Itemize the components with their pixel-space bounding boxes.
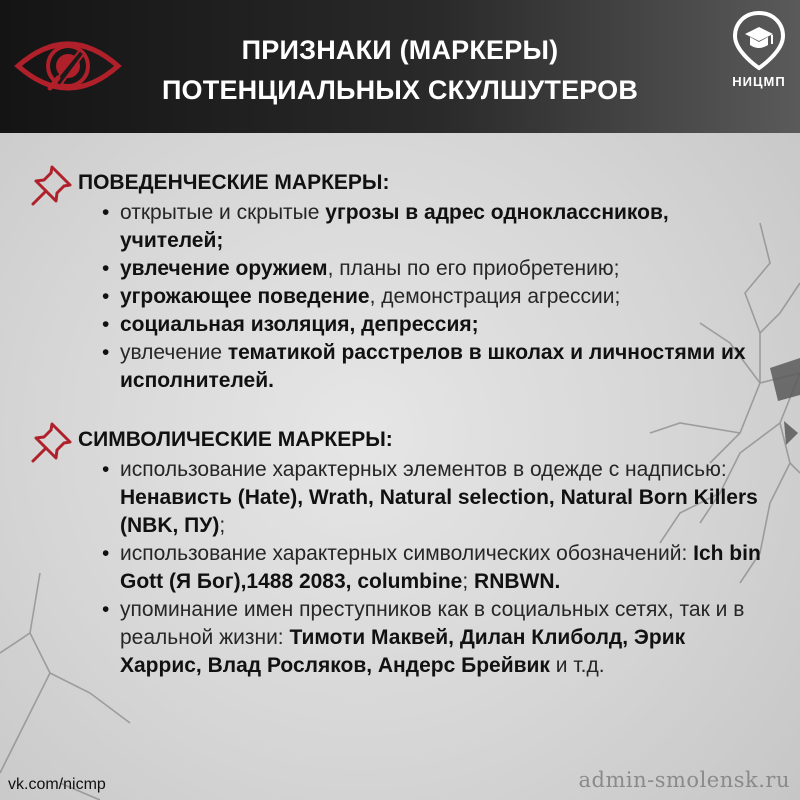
item-text: , демонстрация агрессии; <box>369 285 621 308</box>
item-text: увлечение <box>120 341 228 364</box>
emphasis-text: Ненависть (Hate), Wrath, Natural selection, Natural Born Killers (NBK, ПУ) <box>120 486 758 537</box>
item-text: ; <box>462 570 475 593</box>
list-item <box>102 199 762 255</box>
marker-list <box>102 456 762 680</box>
section-title: ПОВЕДЕНЧЕСКИЕ МАРКЕРЫ: <box>78 171 390 194</box>
item-text: использование характерных элементов в одежде с надписью: <box>120 458 727 481</box>
title-line-2: ПОТЕНЦИАЛЬНЫХ СКУЛШУТЕРОВ <box>161 75 639 105</box>
section-title: СИМВОЛИЧЕСКИЕ МАРКЕРЫ: <box>78 428 393 451</box>
list-item <box>102 339 762 395</box>
header-banner <box>0 0 800 133</box>
marker-list <box>102 199 762 395</box>
list-item <box>102 283 762 311</box>
vk-link[interactable]: vk.com/nicmp <box>8 776 106 793</box>
emphasis-text: RNBWN. <box>474 570 561 593</box>
page-title <box>110 30 690 110</box>
title-line-1: ПРИЗНАКИ (МАРКЕРЫ) <box>241 35 559 65</box>
emphasis-text: угрожающее поведение <box>120 285 370 308</box>
emphasis-text: угрозы в адрес одноклассников, учителей; <box>120 201 669 252</box>
item-text: и т.д. <box>549 654 605 677</box>
item-text: использование характерных символических обозначений: <box>120 542 694 565</box>
source-watermark: admin-smolensk.ru <box>578 768 790 792</box>
emphasis-text: социальная изоляция, депрессия; <box>120 313 479 336</box>
list-item <box>102 596 762 680</box>
item-text: открытые и скрытые <box>120 201 326 224</box>
graduation-cap-pin-icon <box>726 10 792 72</box>
emphasis-text: Тимоти Маквей, Дилан Клиболд, Эрик Харрис, Влад Росляков, Андерс Брейвик <box>120 626 686 677</box>
list-item <box>102 456 762 540</box>
emphasis-text: увлечение оружием <box>120 257 328 280</box>
emphasis-text: тематикой расстрелов в школах и личностями их исполнителей. <box>120 341 746 392</box>
list-item <box>102 311 762 339</box>
brand-name: НИЦМП <box>732 74 786 89</box>
pushpin-icon <box>30 163 74 207</box>
eye-with-knife-icon <box>14 30 122 102</box>
emphasis-text: Ich bin Gott (Я Бог),1488 2083, columbine <box>120 542 761 593</box>
item-text: , планы по его приобретению; <box>327 257 620 280</box>
pushpin-icon <box>30 420 74 464</box>
item-text: ; <box>219 514 226 537</box>
list-item <box>102 540 762 596</box>
list-item <box>102 255 762 283</box>
item-text: упоминание имен преступников как в социальных сетях, так и в реальной жизни: <box>120 598 745 649</box>
